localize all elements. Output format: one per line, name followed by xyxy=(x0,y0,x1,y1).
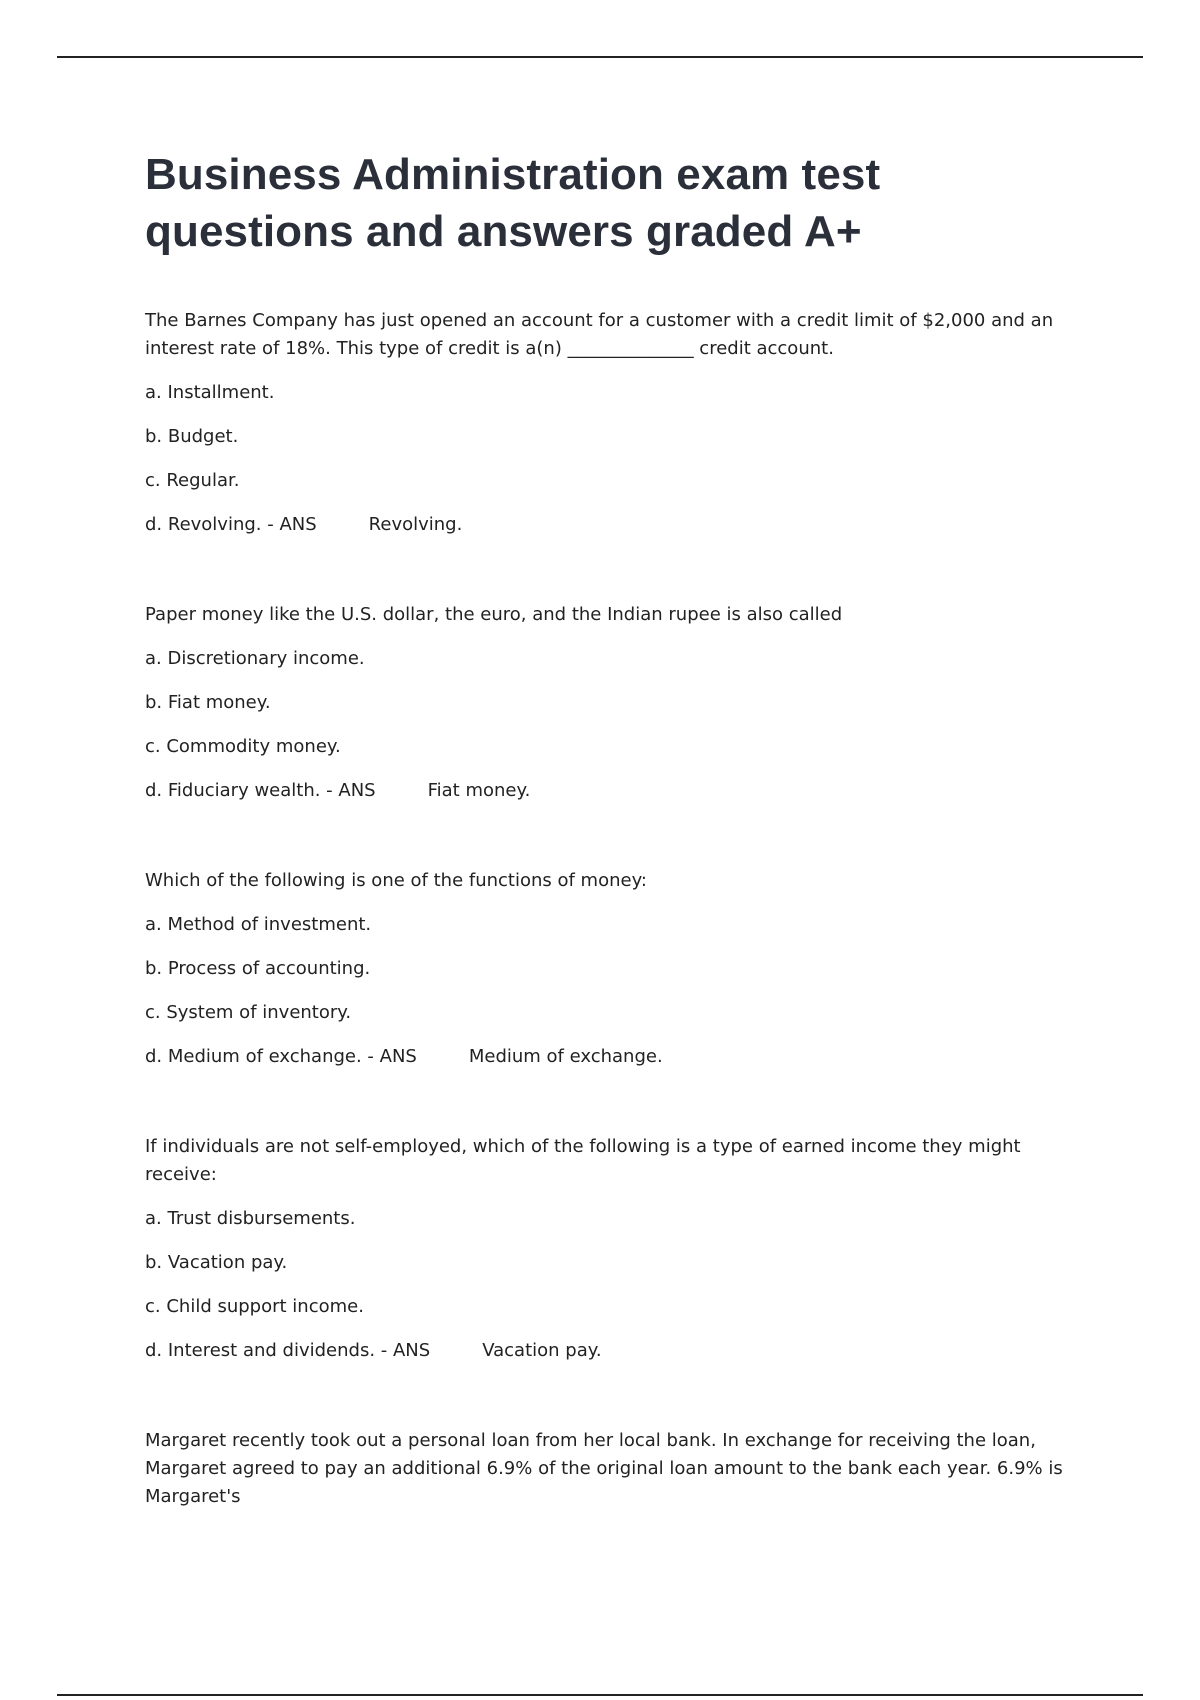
option-d: d. Revolving. - ANS xyxy=(145,514,317,535)
answer-text: Vacation pay. xyxy=(482,1340,602,1361)
question-4 xyxy=(145,1133,1065,1365)
question-list xyxy=(145,307,1065,1511)
option-d: d. Fiduciary wealth. - ANS xyxy=(145,780,376,801)
title-line-1: Business Administration exam test xyxy=(145,150,881,199)
answer-text: Medium of exchange. xyxy=(468,1046,663,1067)
option-a: a. Trust disbursements. xyxy=(145,1208,356,1229)
option-c: c. Commodity money. xyxy=(145,736,341,757)
top-rule xyxy=(57,56,1143,58)
question-text: If individuals are not self-employed, which of the following is a type of earned income they might receive: xyxy=(145,1136,1021,1185)
option-c: c. System of inventory. xyxy=(145,1002,352,1023)
title-line-2: questions and answers graded A+ xyxy=(145,207,862,256)
option-c: c. Regular. xyxy=(145,470,240,491)
question-text: Margaret recently took out a personal loan from her local bank. In exchange for receiving the loan, Margaret agreed to pay an additional 6.9% of the original loan amount to the bank each year. 6.9% is Margaret's xyxy=(145,1430,1063,1507)
option-d-with-answer xyxy=(145,1043,1065,1071)
option-b: b. Vacation pay. xyxy=(145,1252,288,1273)
question-text: Which of the following is one of the functions of money: xyxy=(145,870,647,891)
option-a: a. Installment. xyxy=(145,382,275,403)
answer-text: Fiat money. xyxy=(427,780,531,801)
option-b: b. Process of accounting. xyxy=(145,958,371,979)
option-a: a. Method of investment. xyxy=(145,914,372,935)
answer-text: Revolving. xyxy=(368,514,463,535)
document-title xyxy=(145,146,1065,260)
question-1 xyxy=(145,307,1065,539)
option-a: a. Discretionary income. xyxy=(145,648,365,669)
question-3 xyxy=(145,867,1065,1071)
option-b: b. Fiat money. xyxy=(145,692,271,713)
option-d-with-answer xyxy=(145,1337,1065,1365)
option-b: b. Budget. xyxy=(145,426,239,447)
option-c: c. Child support income. xyxy=(145,1296,364,1317)
question-text: Paper money like the U.S. dollar, the euro, and the Indian rupee is also called xyxy=(145,604,843,625)
option-d-with-answer xyxy=(145,777,1065,805)
question-2 xyxy=(145,601,1065,805)
document-body xyxy=(145,146,1065,1573)
bottom-rule xyxy=(57,1694,1143,1696)
question-5 xyxy=(145,1427,1065,1511)
question-text: The Barnes Company has just opened an account for a customer with a credit limit of $2,000 and an interest rate of 18%. This type of credit is a(n) ______________ credit account. xyxy=(145,310,1054,359)
option-d: d. Interest and dividends. - ANS xyxy=(145,1340,431,1361)
option-d-with-answer xyxy=(145,511,1065,539)
option-d: d. Medium of exchange. - ANS xyxy=(145,1046,417,1067)
